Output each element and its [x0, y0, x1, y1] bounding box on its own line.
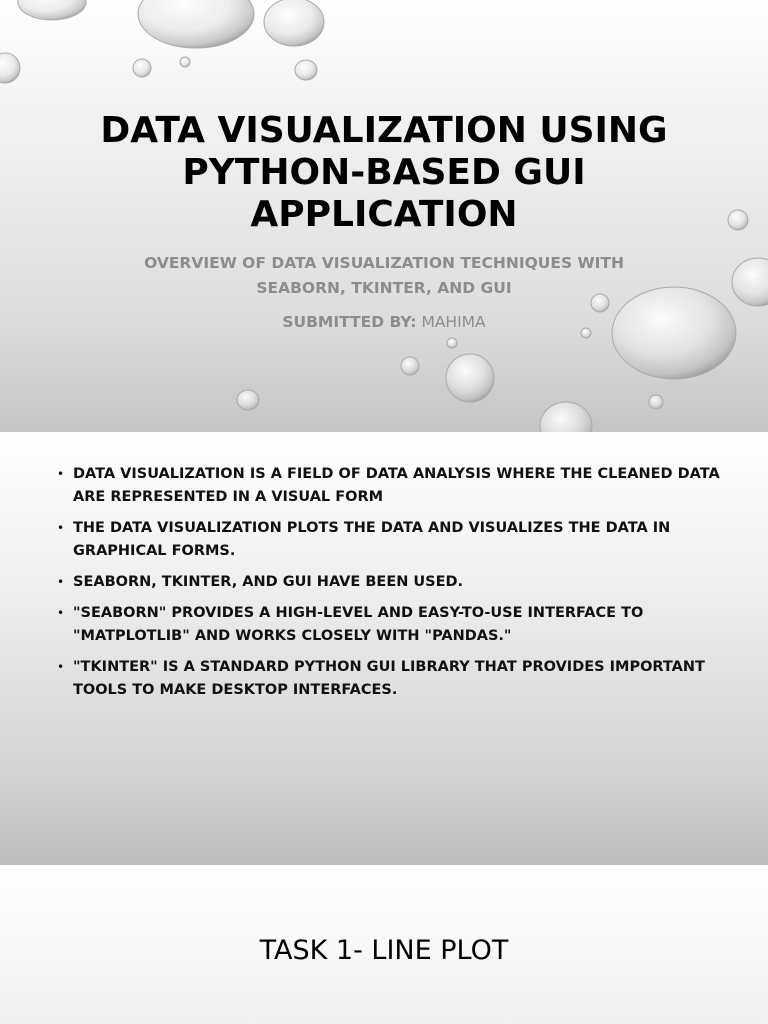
bullet-dot-icon: • — [57, 467, 65, 481]
bullet-dot-icon: • — [57, 660, 65, 674]
bullet-list — [56, 463, 726, 710]
slide-title: DATA VISUALIZATION USING PYTHON-BASED GUI APPLICATION — [100, 110, 668, 235]
bullet-item: • DATA VISUALIZATION IS A FIELD OF DATA ANALYSIS WHERE THE CLEANED DATA ARE REPRESENTED IN A VISUAL FORM — [56, 463, 726, 509]
author-name: MAHIMA — [421, 313, 486, 331]
bullet-dot-icon: • — [57, 521, 65, 535]
bullet-item: • THE DATA VISUALIZATION PLOTS THE DATA AND VISUALIZES THE DATA IN GRAPHICAL FORMS. — [56, 517, 726, 563]
submitted-by-line — [110, 310, 658, 335]
section-title: TASK 1- LINE PLOT — [259, 935, 509, 966]
bullet-item: • "SEABORN" PROVIDES A HIGH-LEVEL AND EASY-TO-USE INTERFACE TO "MATPLOTLIB" AND WORKS CLOSELY WITH "PANDAS." — [56, 602, 726, 648]
submitted-by-label: SUBMITTED BY: — [282, 313, 417, 331]
content-slide — [0, 432, 768, 865]
bullet-item: • "TKINTER" IS A STANDARD PYTHON GUI LIBRARY THAT PROVIDES IMPORTANT TOOLS TO MAKE DESKTOP INTERFACES. — [56, 656, 726, 702]
slide-subtitle: OVERVIEW OF DATA VISUALIZATION TECHNIQUES WITH SEABORN, TKINTER, AND GUI — [144, 254, 624, 297]
bullet-dot-icon: • — [57, 606, 65, 620]
section-slide — [0, 865, 768, 1024]
title-slide — [0, 0, 768, 432]
bullet-item: • SEABORN, TKINTER, AND GUI HAVE BEEN USED. — [56, 571, 726, 594]
bullet-dot-icon: • — [57, 575, 65, 589]
